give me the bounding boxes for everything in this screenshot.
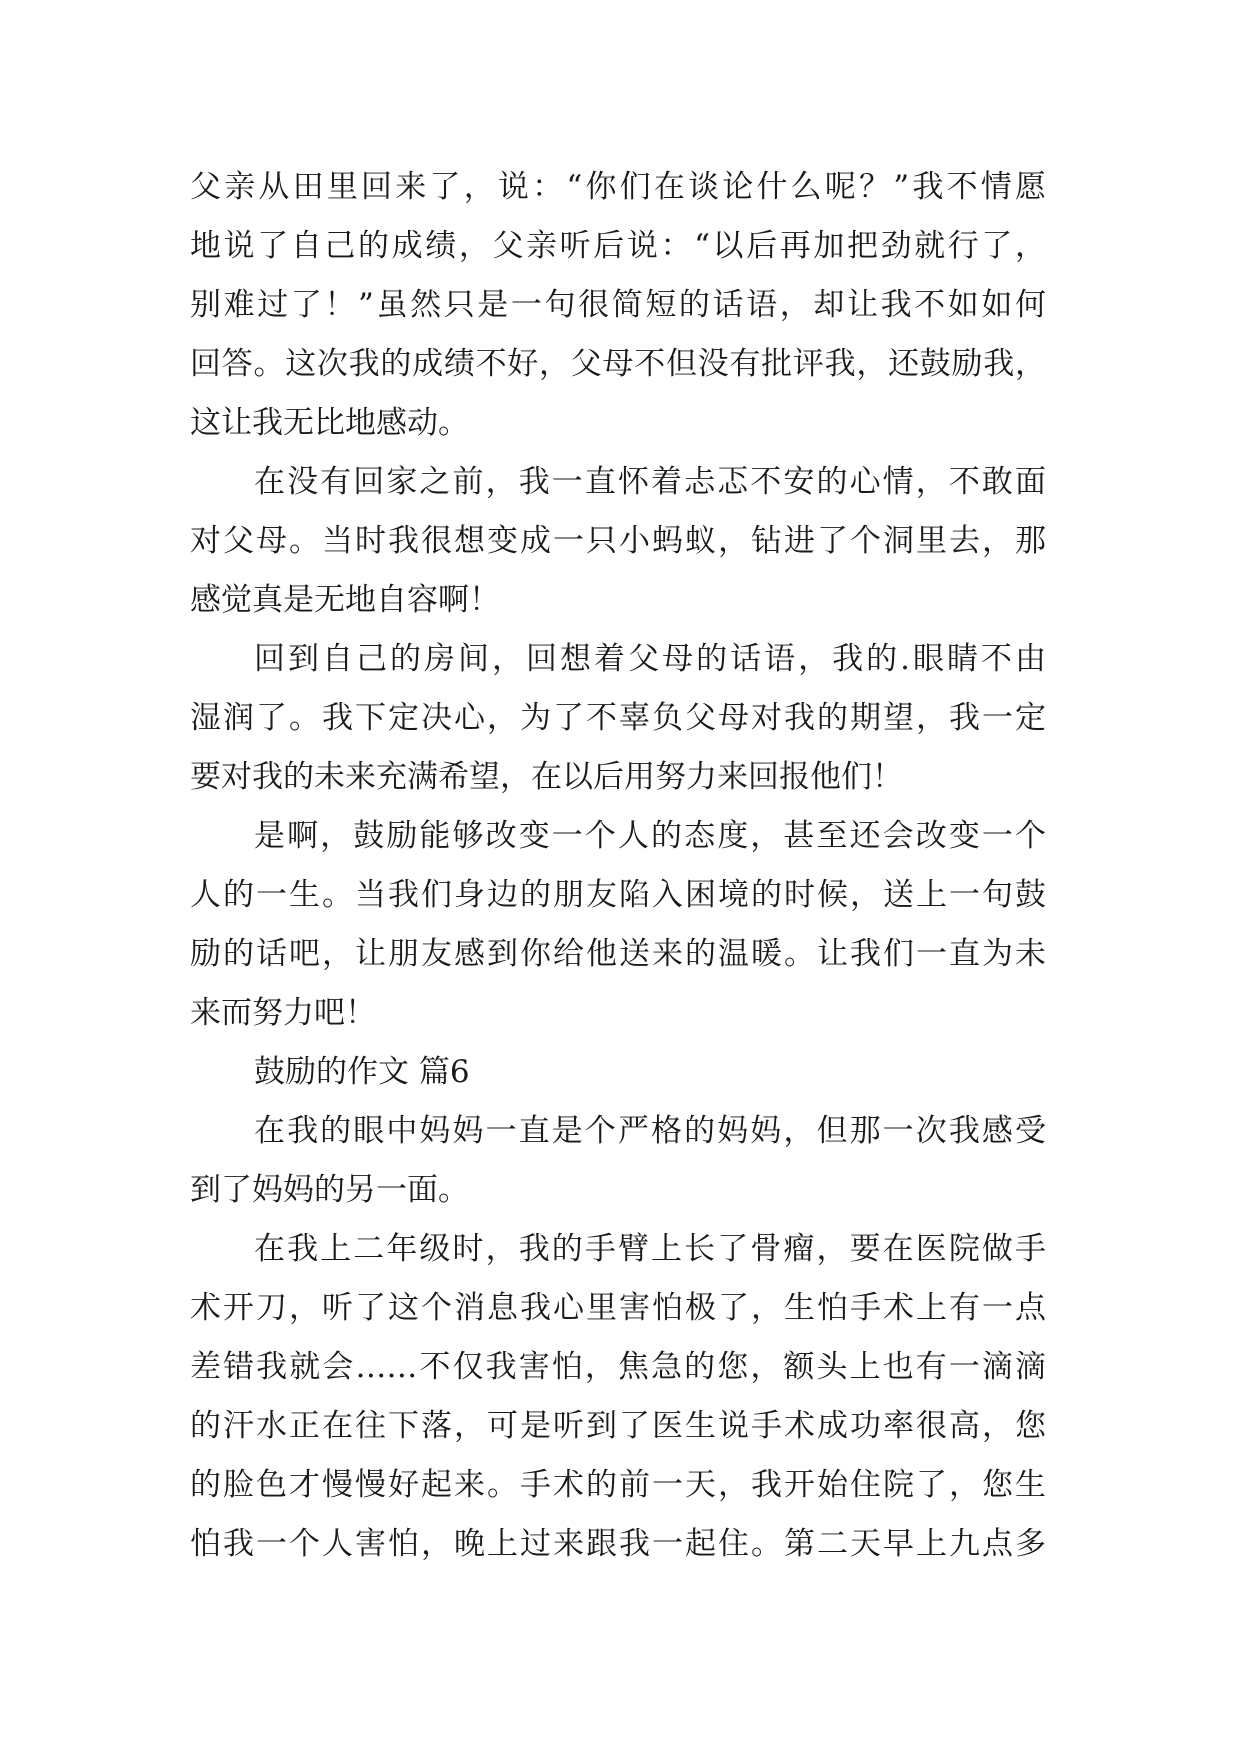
text-line: 人的一生。当我们身边的朋友陷入困境的时候，送上一句鼓: [190, 877, 1046, 913]
text-line: 对父母。当时我很想变成一只小蚂蚁，钻进了个洞里去，那: [190, 523, 1046, 559]
text-line: 怕我一个人害怕，晚上过来跟我一起住。第二天早上九点多: [190, 1526, 1046, 1562]
text-line: 在没有回家之前，我一直怀着忐忑不安的心情，不敢面: [254, 464, 1046, 500]
text-line: 是啊，鼓励能够改变一个人的态度，甚至还会改变一个: [254, 818, 1046, 854]
text-line: 这让我无比地感动。: [190, 405, 469, 441]
text-line: 来而努力吧！: [190, 995, 376, 1031]
text-line: 要对我的未来充满希望，在以后用努力来回报他们！: [190, 759, 903, 795]
text-line: 回到自己的房间，回想着父母的话语，我的.眼睛不由: [254, 641, 1046, 677]
document-page: [190, 158, 1046, 1574]
text-line: 别难过了！”虽然只是一句很简短的话语，却让我不如如何: [190, 287, 1046, 323]
text-line: 回答。这次我的成绩不好，父母不但没有批评我，还鼓励我，: [190, 346, 1046, 382]
text-line: 的脸色才慢慢好起来。手术的前一天，我开始住院了，您生: [190, 1467, 1046, 1503]
text-line: 差错我就会……不仅我害怕，焦急的您，额头上也有一滴滴: [190, 1349, 1046, 1385]
text-line: 的汗水正在往下落，可是听到了医生说手术成功率很高，您: [190, 1408, 1046, 1444]
text-line: 在我上二年级时，我的手臂上长了骨瘤，要在医院做手: [254, 1231, 1046, 1267]
text-line: 到了妈妈的另一面。: [190, 1172, 469, 1208]
text-line: 湿润了。我下定决心，为了不辜负父母对我的期望，我一定: [190, 700, 1046, 736]
section-heading: 鼓励的作文 篇6: [254, 1054, 470, 1090]
text-line: 感觉真是无地自容啊！: [190, 582, 500, 618]
text-line: 术开刀，听了这个消息我心里害怕极了，生怕手术上有一点: [190, 1290, 1046, 1326]
text-line: 在我的眼中妈妈一直是个严格的妈妈，但那一次我感受: [254, 1113, 1046, 1149]
text-line: 父亲从田里回来了，说：“你们在谈论什么呢？”我不情愿: [190, 169, 1046, 205]
text-line: 地说了自己的成绩，父亲听后说：“以后再加把劲就行了，: [190, 228, 1046, 264]
text-line: 励的话吧，让朋友感到你给他送来的温暖。让我们一直为未: [190, 936, 1046, 972]
